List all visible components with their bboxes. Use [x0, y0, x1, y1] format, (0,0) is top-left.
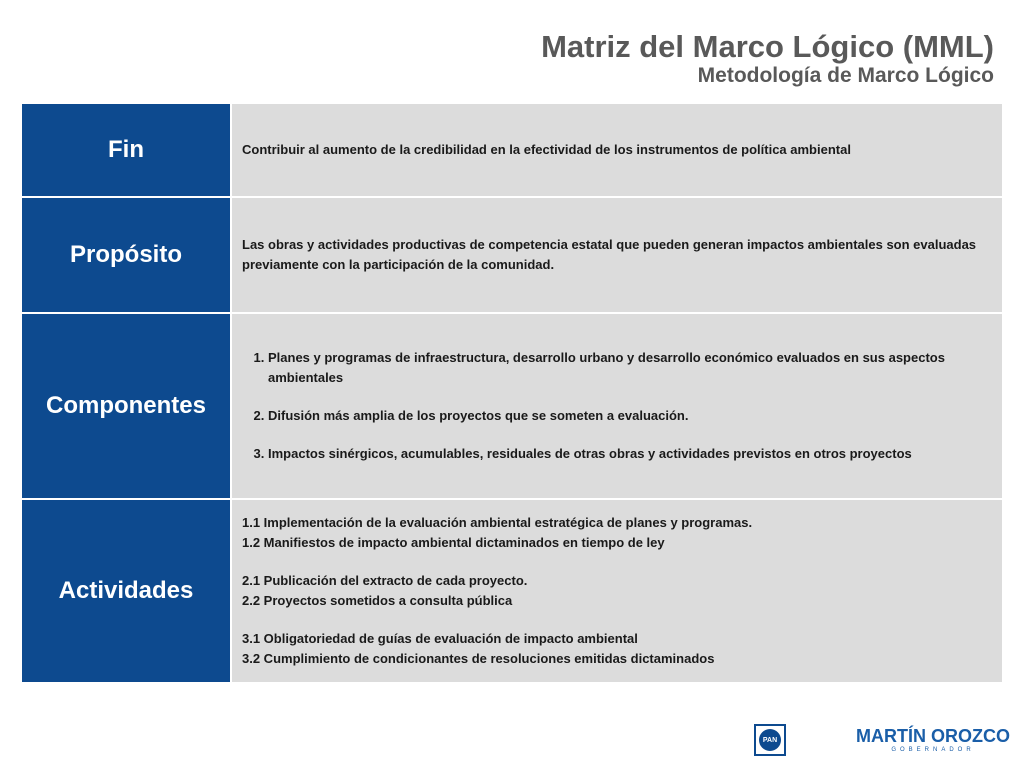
- brand-name: MARTÍN OROZCO: [856, 726, 1010, 746]
- row-label-proposito: Propósito: [21, 197, 231, 313]
- activity-group: [242, 629, 988, 669]
- row-content-proposito: Las obras y actividades productivas de competencia estatal que pueden generan impactos ambientales son evaluadas previamente con la participación de la comunidad.: [231, 197, 1003, 313]
- activity-item: 3.2 Cumplimiento de condicionantes de resoluciones emitidas dictaminados: [242, 651, 715, 666]
- slide-header: [541, 30, 994, 88]
- logical-framework-matrix: [20, 102, 1004, 684]
- activity-group: [242, 513, 988, 553]
- matrix-row-fin: [21, 103, 1003, 197]
- matrix-row-actividades: [21, 499, 1003, 683]
- row-content-componentes: [231, 313, 1003, 499]
- activity-item: 1.1 Implementación de la evaluación ambiental estratégica de planes y programas.: [242, 515, 753, 530]
- page-title: Matriz del Marco Lógico (MML): [541, 29, 994, 64]
- activity-item: 3.1 Obligatoriedad de guías de evaluación de impacto ambiental: [242, 631, 638, 646]
- row-content-fin: Contribuir al aumento de la credibilidad en la efectividad de los instrumentos de política ambiental: [231, 103, 1003, 197]
- activity-group: [242, 571, 988, 611]
- pan-logo-text: PAN: [759, 729, 781, 751]
- page-subtitle: Metodología de Marco Lógico: [697, 64, 994, 87]
- brand-logo: [856, 726, 1010, 754]
- row-label-componentes: Componentes: [21, 313, 231, 499]
- activity-item: 2.1 Publicación del extracto de cada proyecto.: [242, 573, 528, 588]
- activity-item: 2.2 Proyectos sometidos a consulta pública: [242, 593, 513, 608]
- row-label-actividades: Actividades: [21, 499, 231, 683]
- matrix-row-proposito: [21, 197, 1003, 313]
- footer-logos: [754, 724, 1010, 756]
- component-item: 1. Planes y programas de infraestructura, desarrollo urbano y desarrollo económico evaluados en sus aspectos ambientales: [268, 348, 988, 388]
- pan-logo: [754, 724, 786, 756]
- component-item: 2. Difusión más amplia de los proyectos que se someten a evaluación.: [268, 406, 988, 426]
- row-content-actividades: [231, 499, 1003, 683]
- components-list: [242, 348, 988, 464]
- component-item: 3. Impactos sinérgicos, acumulables, residuales de otras obras y actividades previstos en otros proyectos: [268, 444, 988, 464]
- matrix-row-componentes: [21, 313, 1003, 499]
- activity-item: 1.2 Manifiestos de impacto ambiental dictaminados en tiempo de ley: [242, 535, 665, 550]
- brand-subtitle: GOBERNADOR: [891, 747, 975, 753]
- row-label-fin: Fin: [21, 103, 231, 197]
